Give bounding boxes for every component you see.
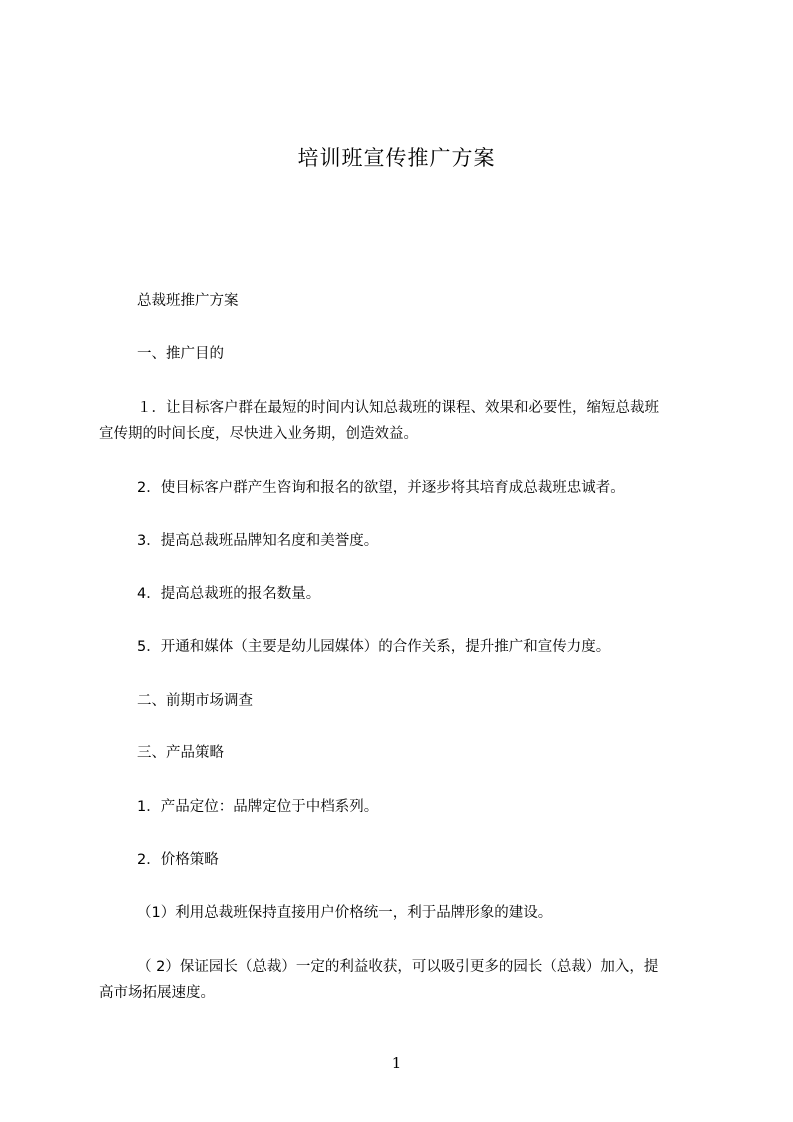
paragraph-price-item-2-line-1: （ 2）保证园长（总裁）一定的利益收获，可以吸引更多的园长（总裁）加入，提 (137, 959, 659, 975)
page-number: 1 (391, 1054, 402, 1072)
paragraph-price-item-2-line-2: 高市场拓展速度。 (99, 985, 215, 1001)
section-heading-purpose: 一、推广目的 (137, 346, 224, 362)
paragraph-price-strategy: 2．价格策略 (137, 852, 219, 868)
document-title: 培训班宣传推广方案 (297, 146, 496, 170)
paragraph-item-4: 4．提高总裁班的报名数量。 (137, 586, 321, 602)
paragraph-item-1-line-1: １．让目标客户群在最短的时间内认知总裁班的课程、效果和必要性，缩短总裁班 (137, 400, 659, 416)
paragraph-item-5: 5．开通和媒体（主要是幼儿园媒体）的合作关系，提升推广和宣传力度。 (137, 639, 611, 655)
paragraph-plan-heading: 总裁班推广方案 (137, 293, 239, 309)
section-heading-product-strategy: 三、产品策略 (137, 745, 224, 761)
section-heading-market-research: 二、前期市场调查 (137, 693, 253, 709)
paragraph-item-3: 3．提高总裁班品牌知名度和美誉度。 (137, 533, 379, 549)
paragraph-price-item-1: （1）利用总裁班保持直接用户价格统一，利于品牌形象的建设。 (137, 905, 553, 921)
paragraph-product-positioning: 1．产品定位：品牌定位于中档系列。 (137, 799, 379, 815)
paragraph-item-1-line-2: 宣传期的时间长度，尽快进入业务期，创造效益。 (99, 426, 418, 442)
paragraph-item-2: 2．使目标客户群产生咨询和报名的欲望，并逐步将其培育成总裁班忠诚者。 (137, 480, 625, 496)
